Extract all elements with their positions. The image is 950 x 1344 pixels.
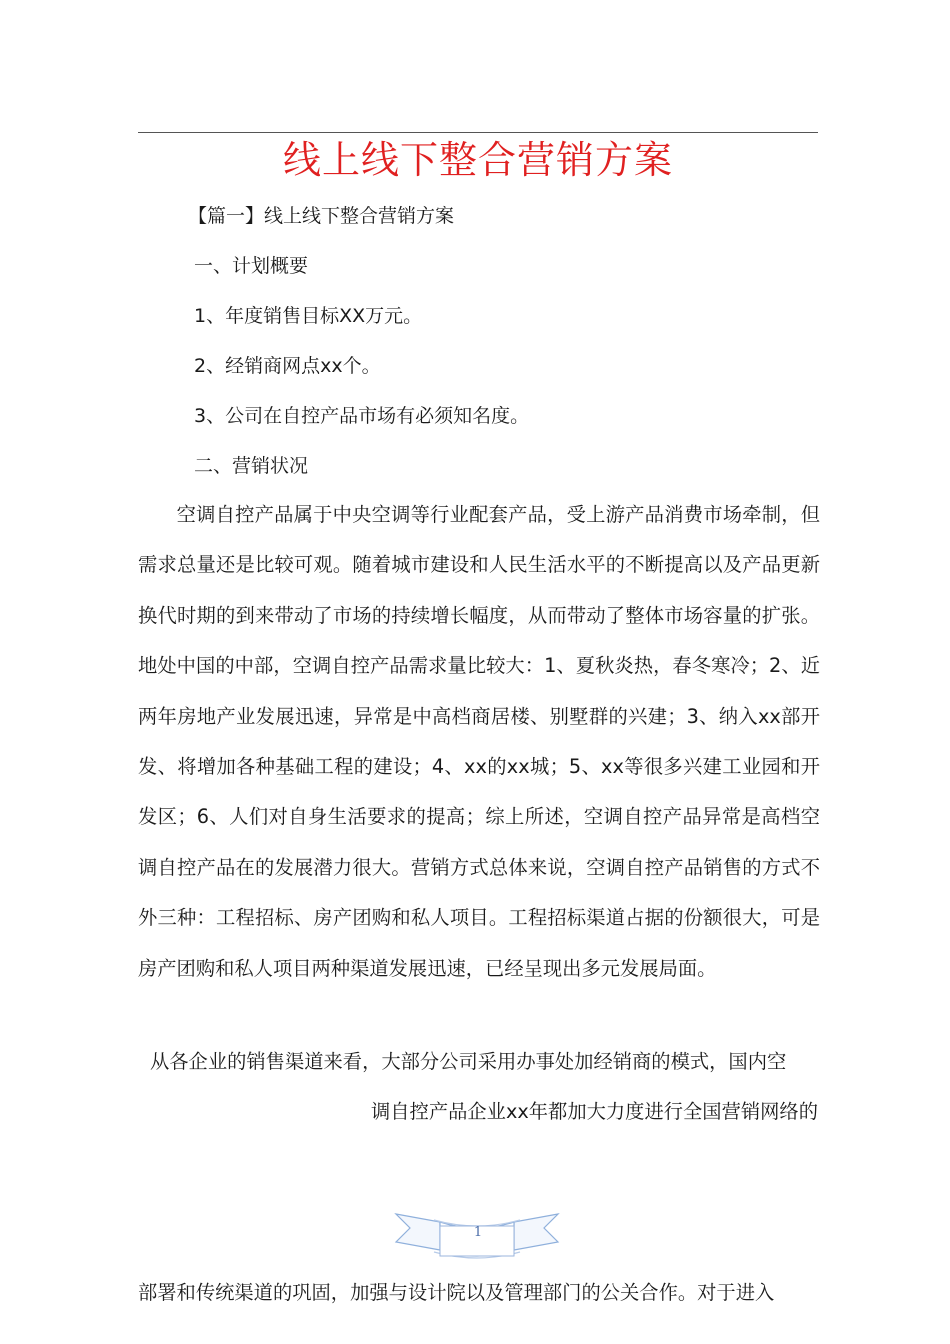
chapter-heading: 【篇一】线上线下整合营销方案 xyxy=(188,205,455,227)
document-title: 线上线下整合营销方案 xyxy=(282,138,673,182)
header-rule xyxy=(138,132,818,133)
section-heading-plan: 一、计划概要 xyxy=(194,255,309,277)
plan-item: 1、年度销售目标XX万元。 xyxy=(194,305,423,327)
body-paragraph: 空调自控产品属于中央空调等行业配套产品，受上游产品消费市场牵制，但需求总量还是比较可观。随着城市建设和人民生活水平的不断提高以及产品更新换代时期的到来带动了市场的持续增长幅度，从而带动了整体市场容量的扩张。地处中国的中部，空调自控产品需求量比较大：1、夏秋炎热，春冬寒冷；2、近两年房地产业发展迅速，异常是中高档商居楼、别墅群的兴建；3、纳入xx部开发、将增加各种基础工程的建设；4、xx的xx城；5、xx等很多兴建工业园和开发区；6、人们对自身生活要求的提高；综上所述，空调自控产品异常是高档空调自控产品在的发展潜力很大。营销方式总体来说，空调自控产品销售的方式不外三种：工程招标、房产团购和私人项目。工程招标渠道占据的份额很大，可是房产团购和私人项目两种渠道发展迅速，已经呈现出多元发展局面。 xyxy=(138,503,820,980)
next-page-line: 部署和传统渠道的巩固，加强与设计院以及管理部门的公关合作。对于进入 xyxy=(138,1281,775,1304)
page-number: 1 xyxy=(473,1225,483,1240)
plan-item: 3、公司在自控产品市场有必须知名度。 xyxy=(194,405,530,427)
channel-paragraph-line: 调自控产品企业xx年都加大力度进行全国营销网络的 xyxy=(370,1100,818,1123)
channel-paragraph-line: 从各企业的销售渠道来看，大部分公司采用办事处加经销商的模式，国内空 xyxy=(150,1050,787,1073)
section-heading-status: 二、营销状况 xyxy=(194,455,309,477)
plan-item: 2、经销商网点xx个。 xyxy=(194,355,381,377)
